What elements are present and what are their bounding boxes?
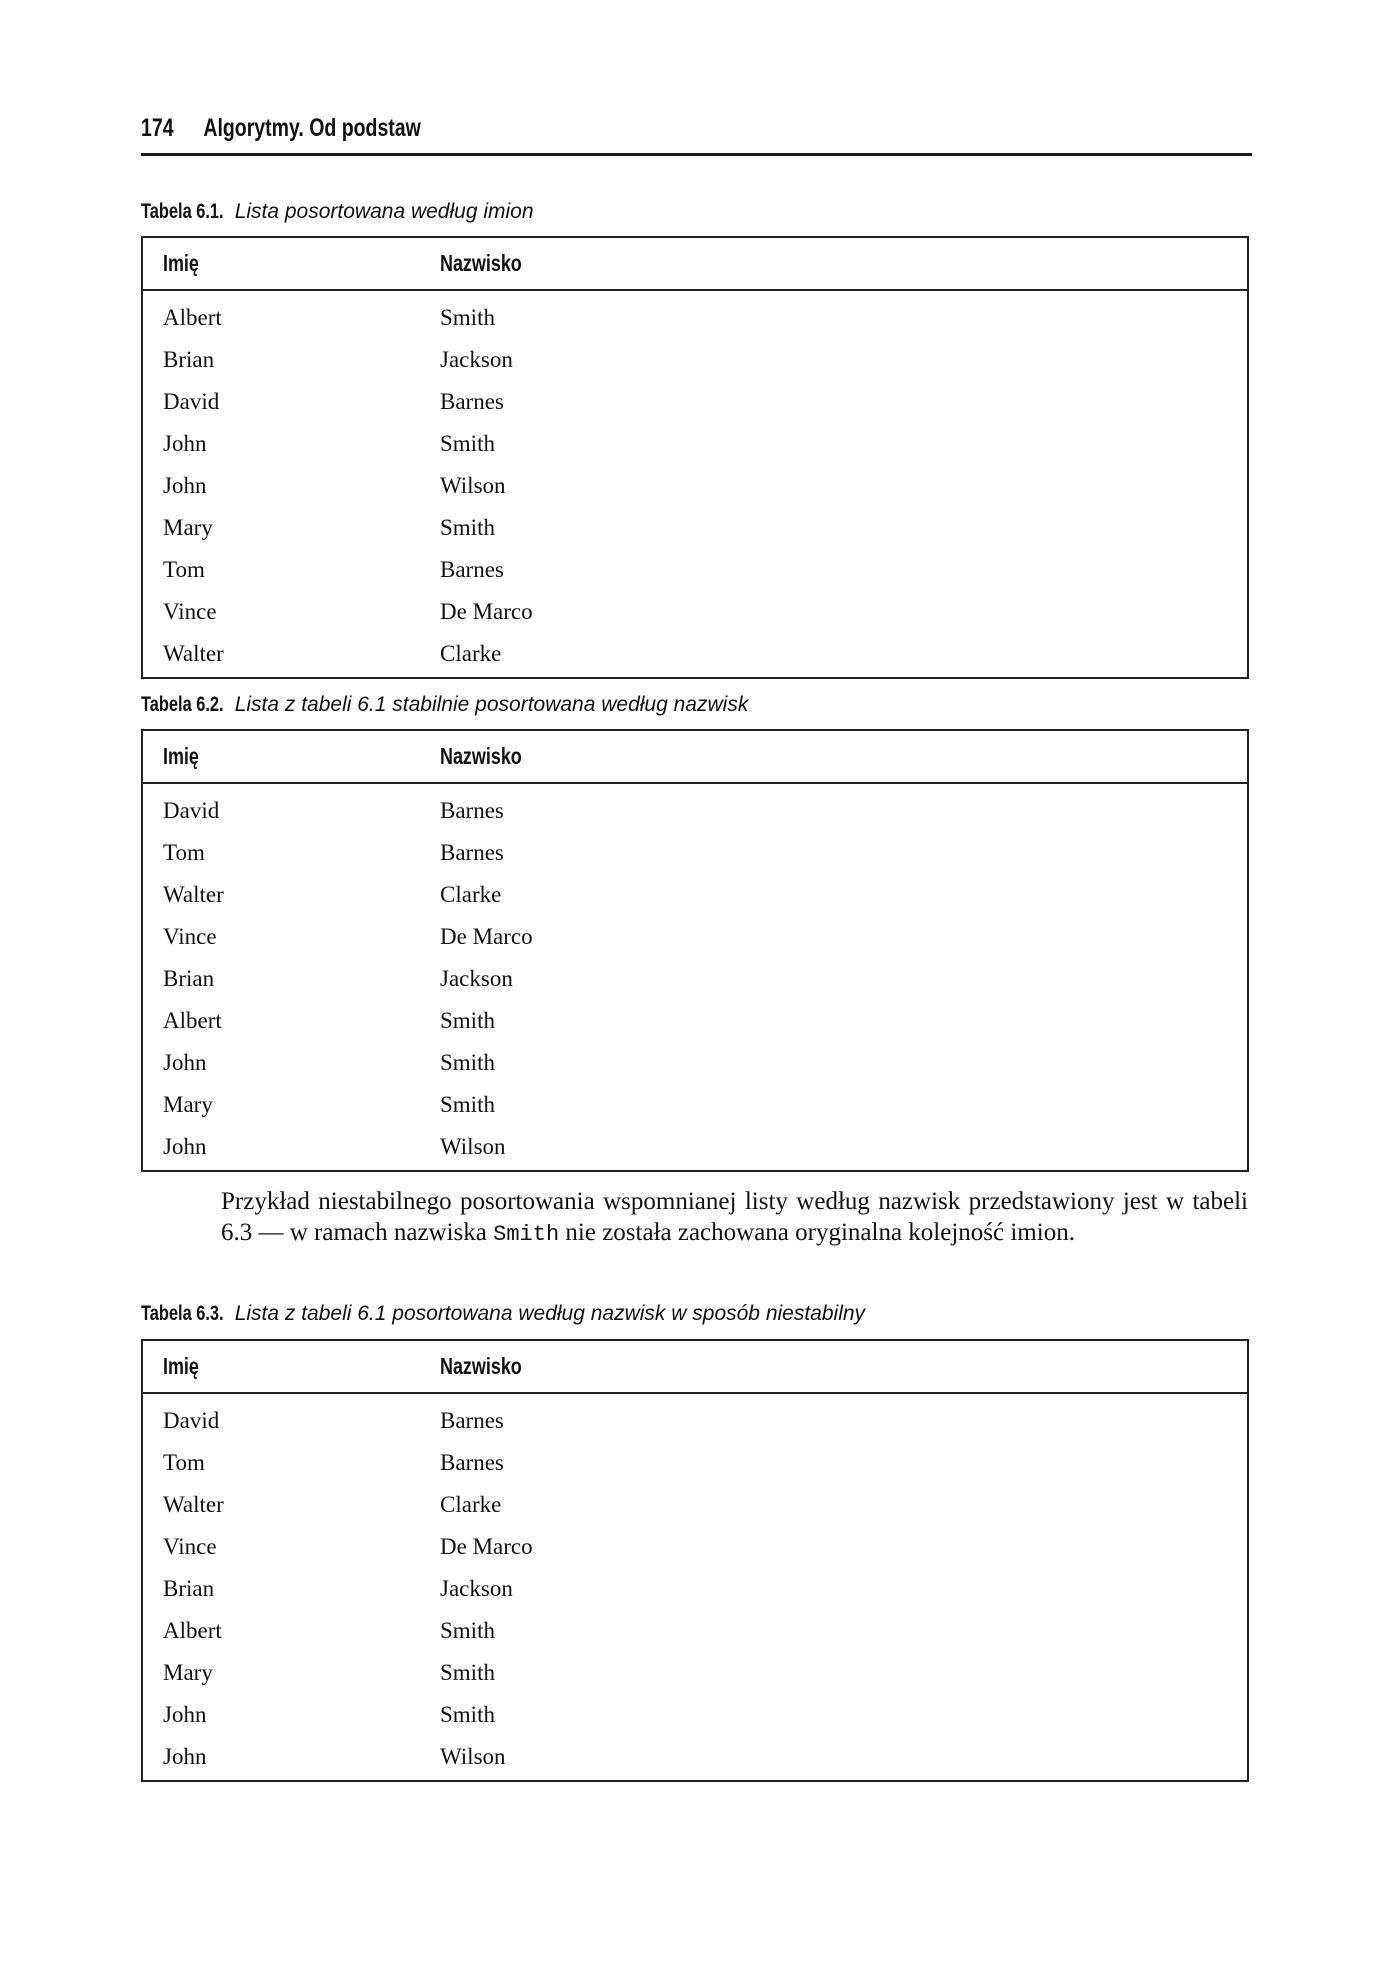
table-row (143, 339, 1247, 381)
paragraph-text-after: nie została zachowana oryginalna kolejność imion. (559, 1219, 1075, 1246)
table-header-row (143, 1341, 1247, 1394)
table-row (143, 916, 1247, 958)
cell-first-name: Walter (163, 641, 224, 666)
table-row (143, 958, 1247, 1000)
table-header-row (143, 731, 1247, 784)
cell-first-name: Vince (163, 1534, 217, 1559)
table (141, 729, 1249, 1172)
table-caption (141, 693, 748, 717)
table-row (143, 1084, 1247, 1126)
paragraph-text-before: Przykład niestabilnego posortowania wspomnianej listy według nazwisk przedstawiony jest w tabeli 6.3 — w ramach nazwiska (221, 1188, 1248, 1246)
table-row (143, 633, 1247, 675)
table-row (143, 790, 1247, 832)
cell-last-name: De Marco (440, 1534, 533, 1559)
table-row (143, 1568, 1247, 1610)
cell-first-name: Brian (163, 347, 215, 372)
column-header-last-name: Nazwisko (440, 1353, 522, 1379)
cell-last-name: Smith (440, 515, 495, 540)
table-row (143, 1736, 1247, 1778)
cell-last-name: Wilson (440, 473, 506, 498)
cell-last-name: Wilson (440, 1744, 506, 1769)
cell-last-name: Wilson (440, 1134, 506, 1159)
cell-first-name: John (163, 431, 207, 456)
table-caption (141, 200, 534, 224)
table (141, 1339, 1249, 1782)
table-row (143, 1126, 1247, 1168)
cell-last-name: Barnes (440, 557, 504, 582)
cell-last-name: De Marco (440, 924, 533, 949)
cell-first-name: Walter (163, 1492, 224, 1517)
cell-last-name: Jackson (440, 347, 513, 372)
table-caption-text: Lista z tabeli 6.1 stabilnie posortowana według nazwisk (234, 693, 749, 716)
running-head (141, 110, 1008, 154)
table-label: Tabela 6.2. (141, 693, 224, 716)
cell-first-name: David (163, 798, 220, 823)
header-rule (141, 153, 1252, 156)
table-label: Tabela 6.1. (141, 200, 224, 223)
cell-first-name: John (163, 1050, 207, 1075)
cell-first-name: Mary (163, 1092, 213, 1117)
table-body (143, 1394, 1247, 1780)
table-row (143, 1526, 1247, 1568)
table-row (143, 507, 1247, 549)
body-paragraph (221, 1186, 1248, 1250)
cell-first-name: Albert (163, 1008, 222, 1033)
column-header-first-name: Imię (163, 1353, 199, 1379)
cell-last-name: Smith (440, 1008, 495, 1033)
table-label: Tabela 6.3. (141, 1302, 224, 1325)
cell-last-name: Jackson (440, 1576, 513, 1601)
cell-last-name: Smith (440, 305, 495, 330)
table-row (143, 1400, 1247, 1442)
table-row (143, 549, 1247, 591)
table-row (143, 1442, 1247, 1484)
cell-first-name: Mary (163, 1660, 213, 1685)
cell-first-name: Vince (163, 924, 217, 949)
cell-first-name: Mary (163, 515, 213, 540)
cell-first-name: John (163, 1702, 207, 1727)
cell-first-name: David (163, 389, 220, 414)
cell-last-name: Barnes (440, 1408, 504, 1433)
table-row (143, 297, 1247, 339)
cell-last-name: Smith (440, 1092, 495, 1117)
cell-first-name: Tom (163, 840, 205, 865)
table-row (143, 1000, 1247, 1042)
table-row (143, 1694, 1247, 1736)
table-row (143, 1610, 1247, 1652)
cell-last-name: Smith (440, 431, 495, 456)
column-header-first-name: Imię (163, 743, 199, 769)
cell-last-name: Jackson (440, 966, 513, 991)
cell-first-name: Albert (163, 1618, 222, 1643)
cell-first-name: Tom (163, 557, 205, 582)
cell-last-name: Clarke (440, 1492, 502, 1517)
cell-first-name: John (163, 1744, 207, 1769)
table-body (143, 291, 1247, 677)
inline-code: Smith (493, 1222, 560, 1247)
table-row (143, 1042, 1247, 1084)
cell-last-name: Smith (440, 1618, 495, 1643)
table (141, 236, 1249, 679)
cell-first-name: Vince (163, 599, 217, 624)
cell-last-name: De Marco (440, 599, 533, 624)
cell-first-name: John (163, 1134, 207, 1159)
table-caption-text: Lista z tabeli 6.1 posortowana według nazwisk w sposób niestabilny (234, 1302, 866, 1325)
table-body (143, 784, 1247, 1170)
cell-first-name: Tom (163, 1450, 205, 1475)
table-row (143, 1484, 1247, 1526)
cell-first-name: Albert (163, 305, 222, 330)
table-row (143, 423, 1247, 465)
table-row (143, 465, 1247, 507)
table-caption (141, 1302, 865, 1326)
table-row (143, 832, 1247, 874)
column-header-first-name: Imię (163, 250, 199, 276)
table-header-row (143, 238, 1247, 291)
column-header-last-name: Nazwisko (440, 250, 522, 276)
table-row (143, 381, 1247, 423)
cell-last-name: Clarke (440, 641, 502, 666)
table-caption-text: Lista posortowana według imion (234, 200, 534, 223)
cell-last-name: Barnes (440, 840, 504, 865)
table-row (143, 1652, 1247, 1694)
cell-last-name: Smith (440, 1050, 495, 1075)
book-title: Algorytmy. Od podstaw (203, 114, 421, 142)
cell-first-name: John (163, 473, 207, 498)
column-header-last-name: Nazwisko (440, 743, 522, 769)
cell-last-name: Clarke (440, 882, 502, 907)
table-row (143, 874, 1247, 916)
cell-first-name: Walter (163, 882, 224, 907)
cell-first-name: David (163, 1408, 220, 1433)
cell-last-name: Smith (440, 1660, 495, 1685)
page-number: 174 (141, 114, 174, 142)
cell-first-name: Brian (163, 966, 215, 991)
cell-last-name: Barnes (440, 798, 504, 823)
table-row (143, 591, 1247, 633)
cell-last-name: Barnes (440, 389, 504, 414)
cell-last-name: Barnes (440, 1450, 504, 1475)
cell-first-name: Brian (163, 1576, 215, 1601)
cell-last-name: Smith (440, 1702, 495, 1727)
